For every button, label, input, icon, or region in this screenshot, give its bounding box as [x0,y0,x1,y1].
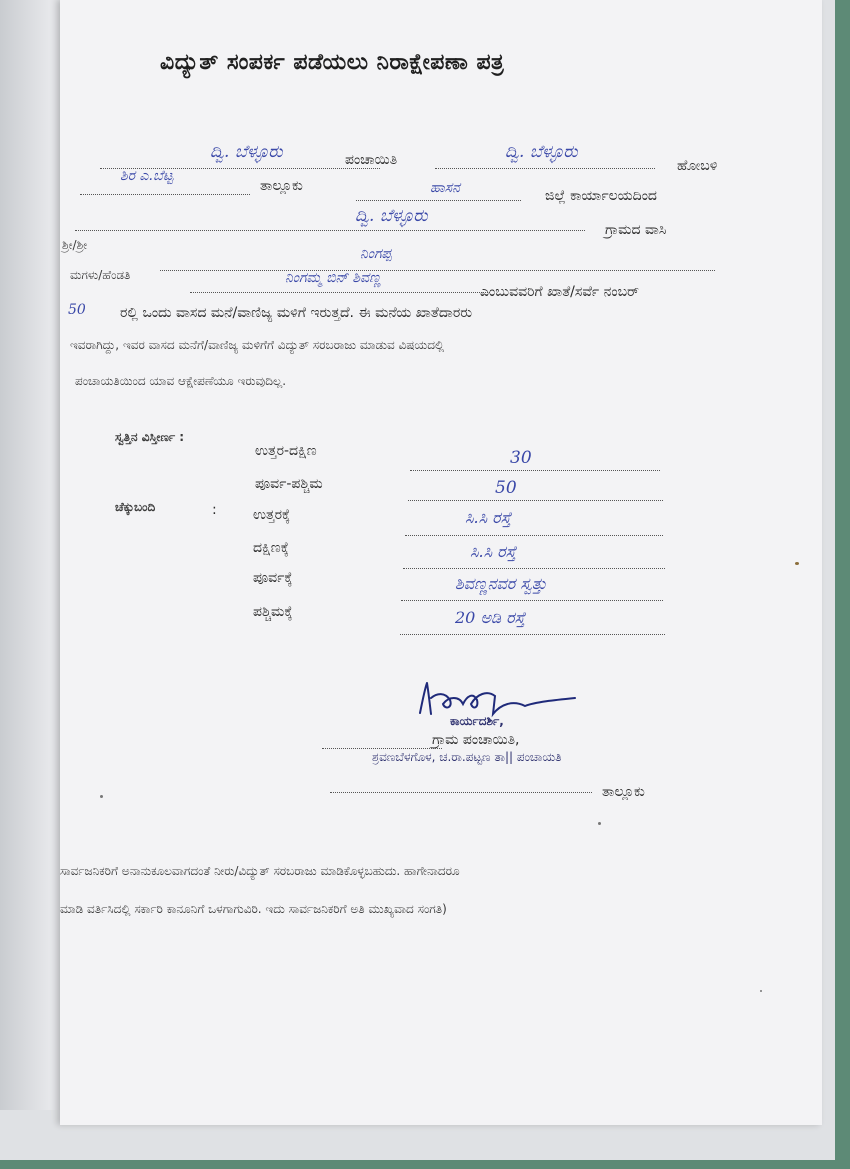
body-line: ಇವರಾಗಿದ್ದು, ಇವರ ವಾಸದ ಮನೆಗೆ/ವಾಣಿಜ್ಯ ಮಳಿಗೆಗೆ ವಿದ್ಯುತ್ ಸರಬರಾಜು ಮಾಡುವ ವಿಷಯದಲ್ಲಿ [70,338,445,352]
blank-line [400,634,665,635]
boundary-row-name: ದಕ್ಷಿಣಕ್ಕೆ [253,540,289,556]
blank-line [160,270,715,271]
blank-line [408,500,663,501]
area-row-value: 50 [495,478,517,498]
filled-survey-number: 50 [68,302,86,318]
hobali-label: ಹೋಬಳಿ [677,158,718,174]
blank-line [322,748,442,749]
filled-taluk: ಶಿರ ಎ.ಬೆಟ್ಟ [120,168,174,184]
blank-line [435,168,655,169]
boundary-row-name: ಪಶ್ಚಿಮಕ್ಕೆ [253,604,293,620]
signatory-taluk-label: ತಾಲ್ಲೂಕು [602,784,645,800]
name-prefix: ಶ್ರೀ/ಶ್ರೀ [62,238,88,252]
filled-district: ಹಾಸನ [430,180,460,196]
boundary-row-name: ಉತ್ತರಕ್ಕೆ [253,507,291,523]
filled-name: ನಿಂಗಪ್ಪ [360,246,392,262]
blank-line [356,200,521,201]
document-page [60,0,822,1125]
blank-line [330,792,592,793]
blank-line [403,568,665,569]
area-label: ಸ್ವತ್ತಿನ ವಿಸ್ತೀರ್ಣ : [115,430,185,444]
boundary-row-name: ಪೂರ್ವಕ್ಕೆ [253,570,293,586]
note-line: ಸಾರ್ವಜನಿಕರಿಗೆ ಅನಾನುಕೂಲವಾಗದಂತೆ ನೀರು/ವಿದ್ಯುತ್ ಸರಬರಾಜು ಮಾಡಿಕೊಳ್ಳಬಹುದು. ಹಾಗೇನಾದರೂ [60,864,460,878]
blank-line [410,470,660,471]
paper-speck [100,795,103,798]
document-title: ವಿದ್ಯುತ್ ಸಂಪರ್ಕ ಪಡೆಯಲು ನಿರಾಕ್ಷೇಪಣಾ ಪತ್ರ [160,50,505,75]
office-stamp: ಶ್ರವಣಬೆಳಗೊಳ, ಚ.ರಾ.ಪಟ್ಟಣ ತಾ|| ಪಂಚಾಯತಿ [372,750,562,764]
note-line: ಮಾಡಿ ವರ್ತಿಸಿದಲ್ಲಿ ಸರ್ಕಾರಿ ಕಾನೂನಿಗೆ ಒಳಗಾಗುವಿರಿ. ಇದು ಸಾರ್ವಜನಿಕರಿಗೆ ಅತಿ ಮುಖ್ಯವಾದ ಸಂಗತಿ) [60,902,447,916]
area-row-name: ಉತ್ತರ-ದಕ್ಷಿಣ [255,443,317,459]
filled-panchayat: ದ್ವಿ. ಬೆಳ್ಳೂರು [210,142,283,162]
area-row-name: ಪೂರ್ವ-ಪಶ್ಚಿಮ [255,476,323,492]
filled-hobali: ದ್ವಿ. ಬೆಳ್ಳೂರು [505,142,578,162]
area-row-value: 30 [510,448,532,468]
paper-speck [795,562,799,565]
khata-label: ಎಂಬುವವರಿಗೆ ಖಾತೆ/ಸರ್ವೆ ನಂಬರ್ [480,284,639,300]
body-line: ರಲ್ಲಿ ಒಂದು ವಾಸದ ಮನೆ/ವಾಣಿಜ್ಯ ಮಳಿಗೆ ಇರುತ್ತದೆ. ಈ ಮನೆಯ ಖಾತೆದಾರರು [120,305,473,321]
boundary-row-value: 20 ಅಡಿ ರಸ್ತೆ [455,608,526,627]
body-line: ಪಂಚಾಯತಿಯಿಂದ ಯಾವ ಆಕ್ಷೇಪಣೆಯೂ ಇರುವುದಿಲ್ಲ. [75,374,287,388]
panchayat-label: ಪಂಚಾಯಿತಿ [345,152,398,168]
taluk-label: ತಾಲ್ಲೂಕು [260,178,303,194]
filled-village: ದ್ವಿ. ಬೆಳ್ಳೂರು [355,206,428,226]
blank-line [401,600,663,601]
filled-relation-name: ನಿಂಗಮ್ಮ ಬಿನ್ ಶಿವಣ್ಣ [285,270,381,286]
blank-line [80,194,250,195]
boundary-colon: : [212,502,217,518]
signatory-office: ಗ್ರಾಮ ಪಂಚಾಯಿತಿ, [432,732,520,748]
signatory-designation: ಕಾರ್ಯದರ್ಶಿ, [450,714,504,728]
relation-prefix: ಮಗಳು/ಹೆಂಡತಿ [70,268,131,282]
village-label: ಗ್ರಾಮದ ವಾಸಿ [605,222,667,238]
blank-line [75,230,585,231]
boundary-label: ಚೆಕ್ಕುಬಂದಿ [115,500,156,514]
blank-line [190,292,490,293]
boundary-row-value: ಶಿವಣ್ಣನವರ ಸ್ವತ್ತು [455,574,547,593]
paper-speck [760,990,762,992]
paper-speck [598,822,601,825]
boundary-row-value: ಸಿ.ಸಿ ರಸ್ತೆ [465,508,512,527]
district-label: ಜಿಲ್ಲೆ ಕಾರ್ಯಾಲಯದಿಂದ [545,188,657,204]
blank-line [405,535,663,536]
boundary-row-value: ಸಿ.ಸಿ ರಸ್ತೆ [470,542,517,561]
